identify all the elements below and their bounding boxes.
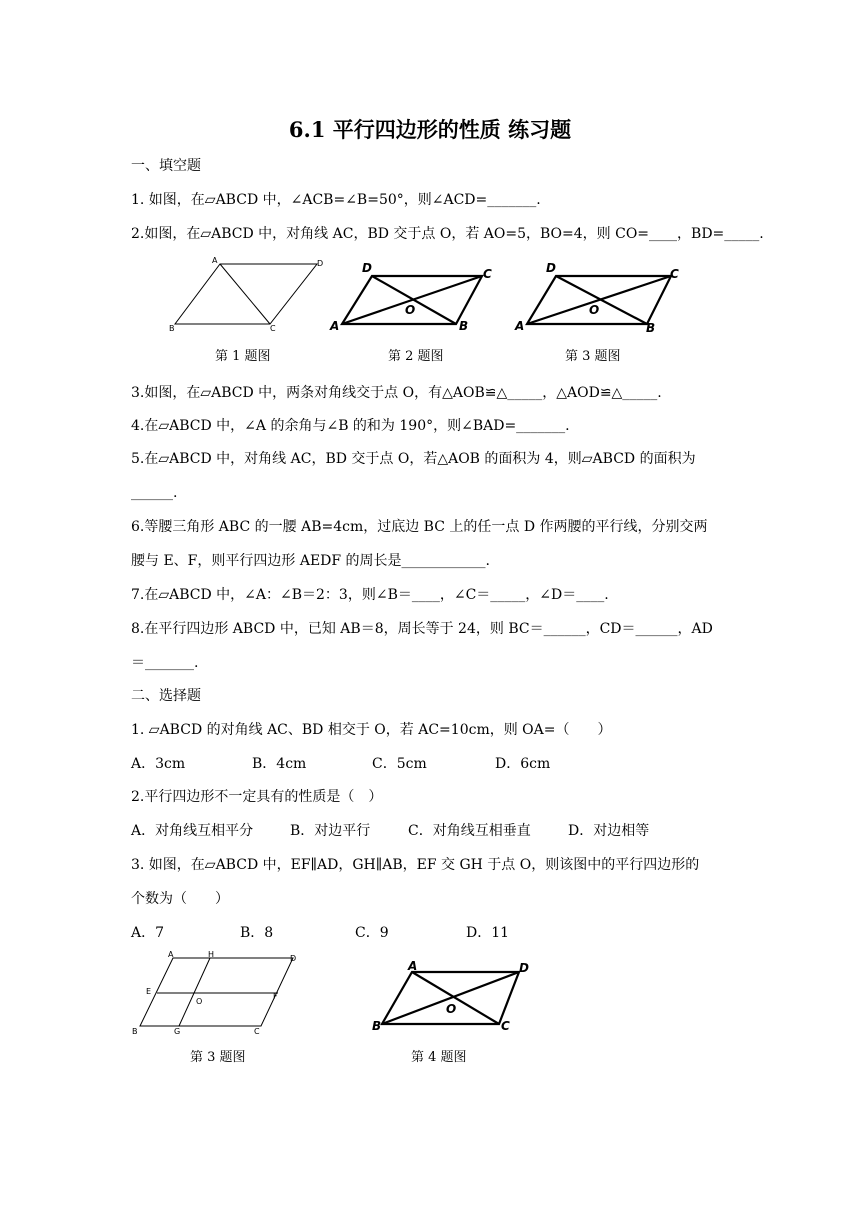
choice-3-option-b: B．8	[240, 925, 274, 941]
fig4-label-o: O	[196, 997, 203, 1006]
choice-question-1: 1. ▱ABCD 的对角线 AC、BD 相交于 O，若 AC=10cm，则 OA=（ ）	[131, 722, 612, 738]
question-5-line-1: 5.在▱ABCD 中，对角线 AC，BD 交于点 O，若△AOB 的面积为 4，则▱ABCD 的面积为	[131, 451, 696, 467]
fig4-label-a: A	[168, 950, 174, 959]
question-3: 3.如图，在▱ABCD 中，两条对角线交于点 O，有△AOB≌△_____，△AOD≌△_____.	[131, 385, 662, 401]
fig4-label-f: F	[273, 992, 278, 1001]
fig3-label-o: O	[589, 303, 600, 317]
fig5-label-a: A	[408, 959, 418, 973]
fig4-label-d: D	[290, 954, 297, 963]
choice-1-option-a: A．3cm	[131, 756, 186, 772]
figure-3-parallelogram	[510, 258, 690, 338]
fig2-label-o: O	[405, 303, 416, 317]
choice-3-option-a: A．7	[131, 925, 165, 941]
choice-3-option-d: D．11	[466, 925, 510, 941]
question-6-line-1: 6.等腰三角形 ABC 的一腰 AB=4cm，过底边 BC 上的任一点 D 作两腰的平行线，分别交两	[131, 519, 708, 535]
fig4-label-h: H	[208, 950, 215, 959]
question-6-line-2: 腰与 E、F，则平行四边形 AEDF 的周长是____________.	[131, 553, 491, 569]
caption-fig-3: 第 3 题图	[565, 349, 621, 364]
fig2-label-d: D	[362, 261, 372, 275]
choice-2-options	[131, 821, 649, 841]
caption-choice-fig-3: 第 3 题图	[190, 1050, 246, 1065]
choice-3-option-c: C．9	[355, 925, 389, 941]
choice-1-options	[131, 754, 550, 774]
figure-2-parallelogram	[325, 258, 505, 338]
choice-2-option-a: A．对角线互相平分	[131, 823, 254, 839]
section-fill-in-heading: 一、填空题	[131, 158, 201, 174]
fig1-label-c: C	[270, 324, 276, 333]
question-1: 1. 如图，在▱ABCD 中，∠ACB=∠B=50°，则∠ACD=_______.	[131, 192, 541, 208]
figure-choice-3-grid-parallelogram	[128, 950, 318, 1040]
fig4-label-c: C	[254, 1027, 260, 1036]
caption-fig-2: 第 2 题图	[388, 349, 444, 364]
fig4-label-g: G	[174, 1027, 181, 1036]
fig3-label-d: D	[546, 261, 556, 275]
choice-2-option-d: D．对边相等	[568, 823, 650, 839]
fig5-label-c: C	[501, 1019, 510, 1033]
fig1-label-b: B	[169, 324, 175, 333]
question-8-line-1: 8.在平行四边形 ABCD 中，已知 AB＝8，周长等于 24，则 BC＝______，CD＝______，AD	[131, 621, 713, 637]
fig5-label-d: D	[519, 961, 529, 975]
question-8-line-2: ＝_______.	[131, 655, 199, 671]
question-2: 2.如图，在▱ABCD 中，对角线 AC，BD 交于点 O，若 AO=5，BO=4，则 CO=____，BD=_____.	[131, 226, 764, 242]
fig3-label-a: A	[515, 319, 525, 333]
caption-fig-1: 第 1 题图	[215, 349, 271, 364]
fig1-label-a: A	[212, 256, 218, 265]
figure-choice-4-parallelogram	[370, 960, 540, 1040]
fig5-label-b: B	[372, 1019, 382, 1033]
fig2-label-a: A	[330, 319, 340, 333]
choice-3-options	[131, 923, 509, 943]
choice-question-3-line-1: 3. 如图，在▱ABCD 中，EF∥AD，GH∥AB，EF 交 GH 于点 O，则该图中的平行四边形的	[131, 857, 700, 873]
choice-1-option-d: D．6cm	[495, 756, 551, 772]
choice-2-option-b: B．对边平行	[290, 823, 371, 839]
figure-1-parallelogram	[165, 255, 335, 335]
fig4-label-e: E	[146, 987, 152, 996]
fig3-label-b: B	[646, 321, 656, 335]
choice-question-2: 2.平行四边形不一定具有的性质是（ ）	[131, 789, 383, 805]
fig3-label-c: C	[670, 267, 679, 281]
fig5-label-o: O	[446, 1002, 457, 1016]
choice-question-3-line-2: 个数为（ ）	[131, 891, 229, 907]
fig4-label-b: B	[132, 1027, 138, 1036]
question-7: 7.在▱ABCD 中，∠A：∠B＝2：3，则∠B＝____，∠C＝_____，∠D＝____.	[131, 587, 609, 603]
fig2-label-b: B	[459, 319, 469, 333]
caption-choice-fig-4: 第 4 题图	[411, 1050, 467, 1065]
fig2-label-c: C	[483, 267, 492, 281]
section-choice-heading: 二、选择题	[131, 688, 201, 704]
choice-1-option-c: C．5cm	[372, 756, 427, 772]
question-4: 4.在▱ABCD 中，∠A 的余角与∠B 的和为 190°，则∠BAD=_______.	[131, 418, 570, 434]
question-5-line-2: ______.	[131, 485, 178, 501]
choice-1-option-b: B．4cm	[252, 756, 307, 772]
choice-2-option-c: C．对角线互相垂直	[408, 823, 531, 839]
page-title: 6.1 平行四边形的性质 练习题	[288, 117, 572, 142]
fig1-label-d: D	[317, 259, 324, 268]
